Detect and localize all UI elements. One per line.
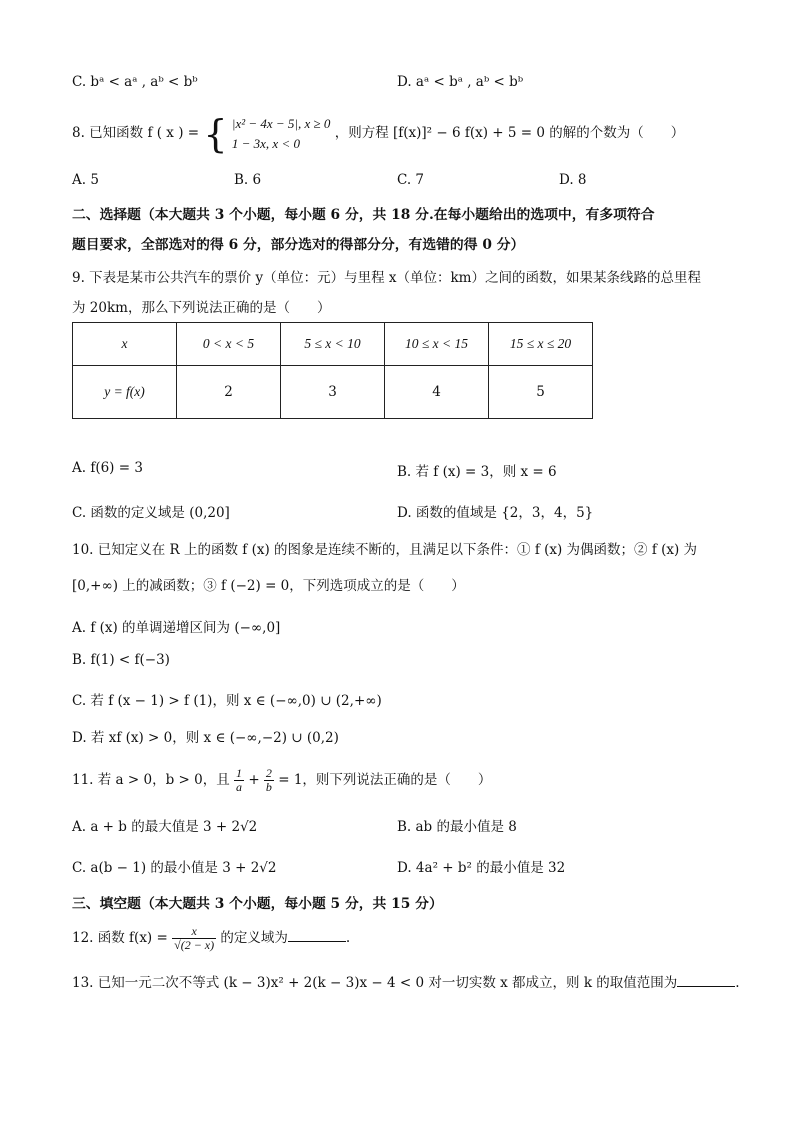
question-8 (72, 108, 684, 158)
q13-text: 13. 已知一元二次不等式 (k − 3)x² + 2(k − 3)x − 4 < 0 对一切实数 x 都成立，则 k 的取值范围为 (72, 975, 678, 991)
table-cell: 0 < x < 5 (177, 323, 281, 366)
q9-option-a[interactable]: A. f(6) = 3 (72, 460, 143, 476)
section-2-heading-line-1: 二、选择题（本大题共 3 个小题，每小题 6 分，共 18 分.在每小题给出的选项中，有多项符合 (72, 207, 655, 223)
q9-stem-line-2: 为 20km，那么下列说法正确的是（ ） (72, 300, 331, 316)
table-cell: x (73, 323, 177, 366)
table-row (73, 366, 593, 419)
piecewise-brace: { (203, 111, 228, 156)
q11-option-a[interactable]: A. a + b 的最大值是 3 + 2√2 (72, 819, 258, 835)
q8-suffix: ，则方程 [f(x)]² − 6 f(x) + 5 = 0 的解的个数为（ ） (334, 125, 685, 141)
table-cell: 5 (489, 366, 593, 419)
piecewise-cases (232, 114, 331, 154)
q11-option-b[interactable]: B. ab 的最小值是 8 (397, 819, 517, 835)
fraction-numerator: 2 (265, 766, 272, 780)
q8-option-a[interactable]: A. 5 (72, 172, 99, 188)
table-header-row (73, 323, 593, 366)
q8-piece-2: 1 − 3x, x < 0 (231, 135, 300, 151)
question-12 (72, 918, 350, 958)
table-cell: 3 (281, 366, 385, 419)
table-cell: 2 (177, 366, 281, 419)
fraction-1-over-a (234, 767, 244, 794)
q11-prefix: 11. 若 a > 0，b > 0，且 (72, 772, 230, 788)
section-3-heading: 三、填空题（本大题共 3 个小题，每小题 5 分，共 15 分） (72, 896, 443, 912)
answer-blank[interactable] (288, 929, 346, 942)
fraction-denominator: √(2 − x) (174, 938, 215, 952)
q11-suffix: = 1，则下列说法正确的是（ ） (278, 772, 492, 788)
q7-option-d[interactable]: D. aᵃ < bᵃ , aᵇ < bᵇ (397, 74, 524, 90)
q9-option-d[interactable]: D. 函数的值域是 {2，3，4，5} (397, 505, 594, 521)
fraction-numerator: x (172, 925, 216, 939)
table-cell: 10 ≤ x < 15 (385, 323, 489, 366)
q11-option-c[interactable]: C. a(b − 1) 的最小值是 3 + 2√2 (72, 860, 277, 876)
q10-stem-line-2: [0,+∞) 上的减函数；③ f (−2) = 0，下列选项成立的是（ ） (72, 578, 465, 594)
fraction-x-over-sqrt (172, 925, 216, 952)
fare-table (72, 322, 593, 419)
q10-option-c[interactable]: C. 若 f (x − 1) > f (1)，则 x ∈ (−∞,0) ∪ (2,+∞) (72, 693, 382, 709)
q9-option-c[interactable]: C. 函数的定义域是 (0,20] (72, 505, 230, 521)
q10-option-d[interactable]: D. 若 xf (x) > 0，则 x ∈ (−∞,−2) ∪ (0,2) (72, 730, 339, 746)
section-2-heading-line-2: 题目要求，全部选对的得 6 分，部分选对的得部分分，有选错的得 0 分） (72, 237, 525, 253)
q10-stem-line-1: 10. 已知定义在 R 上的函数 f (x) 的图象是连续不断的，且满足以下条件：① f (x) 为偶函数；② f (x) 为 (72, 542, 698, 558)
q12-end: . (345, 930, 351, 946)
q13-end: . (735, 975, 740, 991)
table-cell: y = f(x) (73, 366, 177, 419)
answer-blank[interactable] (677, 974, 735, 987)
q12-prefix: 12. 函数 f(x) = (72, 930, 168, 946)
q8-option-c[interactable]: C. 7 (397, 172, 425, 188)
table-cell: 15 ≤ x ≤ 20 (489, 323, 593, 366)
question-11 (72, 760, 491, 800)
q8-option-b[interactable]: B. 6 (234, 172, 262, 188)
q11-option-d[interactable]: D. 4a² + b² 的最小值是 32 (397, 860, 566, 876)
question-13 (72, 971, 740, 991)
fraction-2-over-b (264, 767, 274, 794)
fraction-numerator: 1 (236, 766, 243, 780)
q10-option-b[interactable]: B. f(1) < f(−3) (72, 652, 170, 668)
q9-option-b[interactable]: B. 若 f (x) = 3，则 x = 6 (397, 464, 557, 480)
q10-option-a[interactable]: A. f (x) 的单调递增区间为 (−∞,0] (72, 620, 281, 636)
fraction-denominator: a (236, 780, 243, 794)
q8-piece-1: |x² − 4x − 5|, x ≥ 0 (231, 115, 331, 131)
table-cell: 5 ≤ x < 10 (281, 323, 385, 366)
fraction-denominator: b (265, 780, 272, 794)
q7-option-c[interactable]: C. bᵃ < aᵃ , aᵇ < bᵇ (72, 74, 198, 90)
q8-prefix: 8. 已知函数 f ( x ) = (72, 125, 200, 141)
q12-suffix: 的定义域为 (220, 930, 288, 946)
q9-stem-line-1: 9. 下表是某市公共汽车的票价 y（单位：元）与里程 x（单位：km）之间的函数，如果某条线路的总里程 (72, 270, 701, 286)
plus-sign: + (248, 772, 260, 788)
q8-option-d[interactable]: D. 8 (559, 172, 587, 188)
table-cell: 4 (385, 366, 489, 419)
